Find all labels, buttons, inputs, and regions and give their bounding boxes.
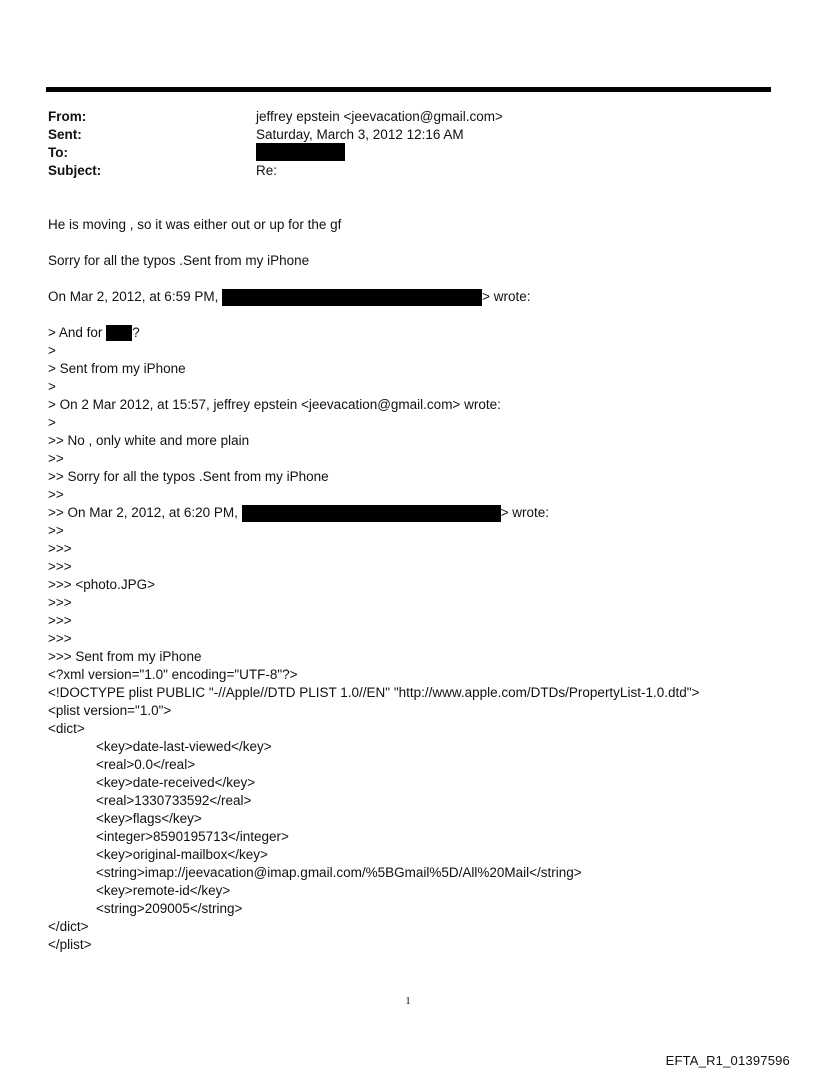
quote-line: >>> <photo.JPG> <box>48 577 155 592</box>
quote-line <box>48 504 549 522</box>
redaction-box <box>256 143 345 161</box>
quote-line: >> <box>48 451 64 466</box>
plist-line: </dict> <box>48 919 89 934</box>
quote-header-line <box>48 288 531 306</box>
quote-line: >>> <box>48 631 72 646</box>
to-label: To: <box>48 145 68 160</box>
quote-line: >>> Sent from my iPhone <box>48 649 202 664</box>
plist-line: <integer>8590195713</integer> <box>96 829 289 844</box>
quote-line: >>> <box>48 541 72 556</box>
plist-line: <key>date-received</key> <box>96 775 256 790</box>
sent-value: Saturday, March 3, 2012 12:16 AM <box>256 127 464 142</box>
bates-number: EFTA_R1_01397596 <box>665 1053 790 1068</box>
quote-line: > <box>48 379 56 394</box>
plist-line: <key>remote-id</key> <box>96 883 231 898</box>
header-rule <box>46 87 771 92</box>
quote-text: > wrote: <box>500 505 550 520</box>
quote-line: >>> <box>48 595 72 610</box>
quote-line: >> <box>48 487 64 502</box>
from-label: From: <box>48 109 87 124</box>
quote-text: ? <box>132 325 140 340</box>
plist-line: <string>imap://jeevacation@imap.gmail.com/%5BGmail%5D/All%20Mail</string> <box>96 865 582 880</box>
quote-header-wrote: > wrote: <box>482 289 531 304</box>
plist-line: <?xml version="1.0" encoding="UTF-8"?> <box>48 667 298 682</box>
subject-value: Re: <box>256 163 278 178</box>
body-line: He is moving , so it was either out or up for the gf <box>48 217 342 232</box>
quote-line: >> No , only white and more plain <box>48 433 250 448</box>
quote-line: >>> <box>48 559 72 574</box>
redaction-box <box>242 505 501 522</box>
page-number: 1 <box>405 995 411 1007</box>
quote-line: > On 2 Mar 2012, at 15:57, jeffrey epstein <jeevacation@gmail.com> wrote: <box>48 397 501 412</box>
quote-text: > And for <box>48 325 103 340</box>
from-value: jeffrey epstein <jeevacation@gmail.com> <box>256 109 503 124</box>
quote-line: > <box>48 415 56 430</box>
to-value <box>256 143 345 161</box>
sent-label: Sent: <box>48 127 82 142</box>
quote-line: > Sent from my iPhone <box>48 361 186 376</box>
quote-line <box>48 324 140 342</box>
plist-line: </plist> <box>48 937 92 952</box>
quote-header-text: On Mar 2, 2012, at 6:59 PM, <box>48 289 219 304</box>
quote-line: >> Sorry for all the typos .Sent from my iPhone <box>48 469 329 484</box>
redaction-box <box>222 289 482 306</box>
plist-line: <key>flags</key> <box>96 811 202 826</box>
plist-line: <!DOCTYPE plist PUBLIC "-//Apple//DTD PLIST 1.0//EN" "http://www.apple.com/DTDs/PropertyList-1.0.dtd"> <box>48 685 700 700</box>
plist-line: <key>original-mailbox</key> <box>96 847 268 862</box>
plist-line: <plist version="1.0"> <box>48 703 172 718</box>
quote-text: >> On Mar 2, 2012, at 6:20 PM, <box>48 505 238 520</box>
subject-label: Subject: <box>48 163 102 178</box>
redaction-box <box>106 325 132 341</box>
quote-line: >>> <box>48 613 72 628</box>
plist-line: <string>209005</string> <box>96 901 243 916</box>
body-line: Sorry for all the typos .Sent from my iPhone <box>48 253 310 268</box>
quote-line: >> <box>48 523 64 538</box>
plist-line: <key>date-last-viewed</key> <box>96 739 272 754</box>
quote-line: > <box>48 343 56 358</box>
plist-line: <real>0.0</real> <box>96 757 196 772</box>
plist-line: <real>1330733592</real> <box>96 793 252 808</box>
plist-line: <dict> <box>48 721 85 736</box>
